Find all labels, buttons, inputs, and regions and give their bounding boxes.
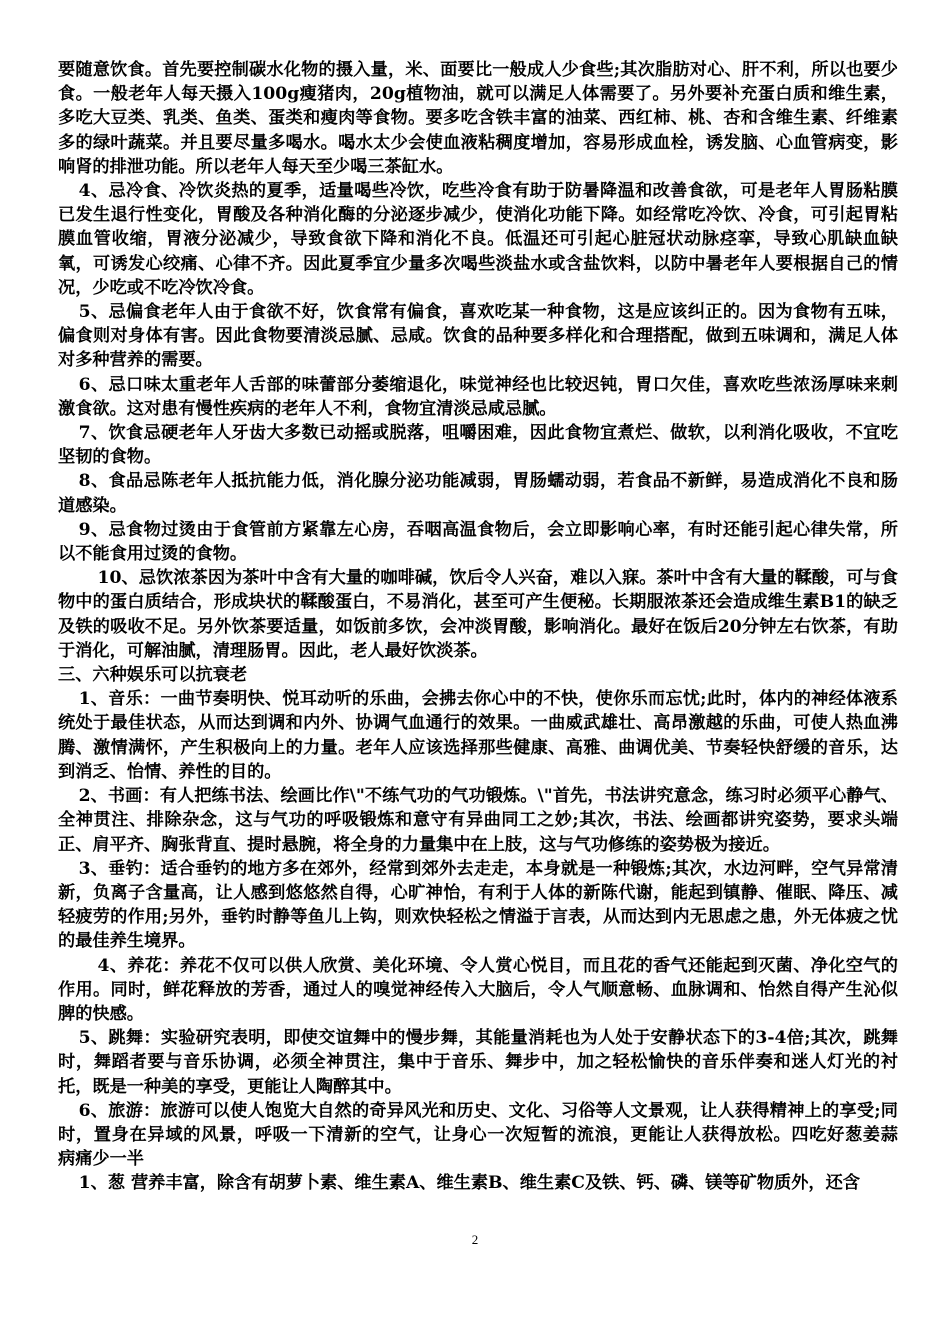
paragraph: 8、食品忌陈老年人抵抗能力低，消化腺分泌功能减弱，胃肠蠕动弱，若食品不新鲜，易造成消化不良和肠道感染。 (58, 471, 898, 516)
paragraph: 6、忌口味太重老年人舌部的味蕾部分萎缩退化，味觉神经也比较迟钝，胃口欠佳，喜欢吃些浓汤厚味来刺激食欲。这对患有慢性疾病的老年人不利，食物宜清淡忌咸忌腻。 (58, 374, 898, 419)
paragraph: 4、养花：养花不仅可以供人欣赏、美化环境、令人赏心悦目，而且花的香气还能起到灭菌、净化空气的作用。同时，鲜花释放的芳香，通过人的嗅觉神经传入大脑后，令人气顺意畅、血脉调和、怡然自得产生沁似脾的快感。 (58, 955, 898, 1024)
paragraph: 1、葱 营养丰富，除含有胡萝卜素、维生素A、维生素B、维生素C及铁、钙、磷、镁等矿物质外，还含 (78, 1173, 860, 1194)
page-number: 2 (471, 1232, 479, 1247)
paragraph: 2、书画：有人把练书法、绘画比作\"不练气功的气功锻炼。\"首先，书法讲究意念，练习时必须平心静气、全神贯注、排除杂念，这与气功的呼吸锻炼和意守有异曲同工之妙;其次，书法、绘画都讲究姿势，要求头端正、肩平齐、胸张背直、提时悬腕，将全身的力量集中在上肢，这与气功修练的姿势极为接近。 (58, 786, 898, 855)
paragraph: 5、跳舞：实验研究表明，即使交谊舞中的慢步舞，其能量消耗也为人处于安静状态下的3-4倍;其次，跳舞时，舞蹈者要与音乐协调，必须全神贯注，集中于音乐、舞步中，加之轻松愉快的音乐伴奏和迷人灯光的衬托，既是一种美的享受，更能让人陶醉其中。 (58, 1028, 898, 1097)
paragraph: 3、垂钓：适合垂钓的地方多在郊外，经常到郊外去走走，本身就是一种锻炼;其次，水边河畔，空气异常清新，负离子含量高，让人感到悠悠然自得，心旷神怡，有利于人体的新陈代谢，能起到镇静、催眠、降压、减轻疲劳的作用;另外，垂钓时静等鱼儿上钩，则欢快轻松之情溢于言表，从而达到内无思虑之患，外无体疲之忧的最佳养生境界。 (58, 858, 898, 952)
paragraph: 6、旅游：旅游可以使人饱览大自然的奇异风光和历史、文化、习俗等人文景观，让人获得精神上的享受;同时，置身在异域的风景，呼吸一下清新的空气，让身心一次短暂的流浪，更能让人获得放松。四吃好葱姜蒜 病痛少一半 (58, 1100, 916, 1170)
paragraph: 9、忌食物过烫由于食管前方紧靠左心房，吞咽高温食物后，会立即影响心率，有时还能引起心律失常，所以不能食用过烫的食物。 (58, 519, 898, 565)
paragraph: 5、忌偏食老年人由于食欲不好，饮食常有偏食，喜欢吃某一种食物，这是应该纠正的。因为食物有五味，偏食则对身体有害。因此食物要清淡忌腻、忌咸。饮食的品种要多样化和合理搭配，做到五味调和，满足人体对多种营养的需要。 (58, 302, 898, 371)
paragraph: 4、忌冷食、冷饮炎热的夏季，适量喝些冷饮，吃些冷食有助于防暑降温和改善食欲，可是老年人胃肠粘膜已发生退行性变化，胃酸及各种消化酶的分泌逐步减少，使消化功能下降。如经常吃冷饮、冷食，可引起胃粘膜血管收缩，胃液分泌减少，导致食欲下降和消化不良。低温还可引起心脏冠状动脉痉挛，导致心肌缺血缺氧，可诱发心绞痛、心律不齐。因此夏季宜少量多次喝些淡盐水或含盐饮料，以防中暑老年人要根据自己的情况，少吃或不吃冷饮冷食。 (58, 181, 898, 298)
paragraph: 要随意饮食。首先要控制碳水化物的摄入量，米、面要比一般成人少食些;其次脂肪对心、肝不利，所以也要少食。一般老年人每天摄入100g瘦猪肉，20g植物油，就可以满足人体需要了。另外要补充蛋白质和维生素，多吃大豆类、乳类、鱼类、蛋类和瘦肉等食物。要多吃含铁丰富的油菜、西红柿、桃、杏和含维生素、纤维素多的绿叶蔬菜。并且要尽量多喝水。喝水太少会使血液粘稠度增加，容易形成血栓，诱发脑、心血管病变，影响肾的排泄功能。所以老年人每天至少喝三茶缸水。 (58, 60, 898, 177)
paragraph: 三、六种娱乐可以抗衰老 (58, 665, 248, 686)
paragraph: 10、忌饮浓茶因为茶叶中含有大量的咖啡碱，饮后令人兴奋，难以入寐。茶叶中含有大量的鞣酸，可与食物中的蛋白质结合，形成块状的鞣酸蛋白，不易消化，甚至可产生便秘。长期服浓茶还会造成维生素B1的缺乏及铁的吸收不足。另外饮茶要适量，如饭前多饮，会冲淡胃酸，影响消化。最好在饭后20分钟左右饮茶，有助于消化，可解油腻，清理肠胃。因此，老人最好饮淡茶。 (58, 568, 898, 661)
paragraph: 1、音乐：一曲节奏明快、悦耳动听的乐曲，会拂去你心中的不快，使你乐而忘忧;此时，体内的神经体液系统处于最佳状态，从而达到调和内外、协调气血通行的效果。一曲威武雄壮、高昂激越的乐曲，可使人热血沸腾、激情满怀，产生积极向上的力量。老年人应该选择那些健康、高雅、曲调优美、节奏轻快舒缓的音乐，达到消乏、怡情、养性的目的。 (58, 689, 898, 782)
paragraph: 7、饮食忌硬老年人牙齿大多数已动摇或脱落，咀嚼困难，因此食物宜煮烂、做软，以利消化吸收，不宜吃坚韧的食物。 (58, 423, 898, 468)
document-body (58, 58, 916, 1196)
